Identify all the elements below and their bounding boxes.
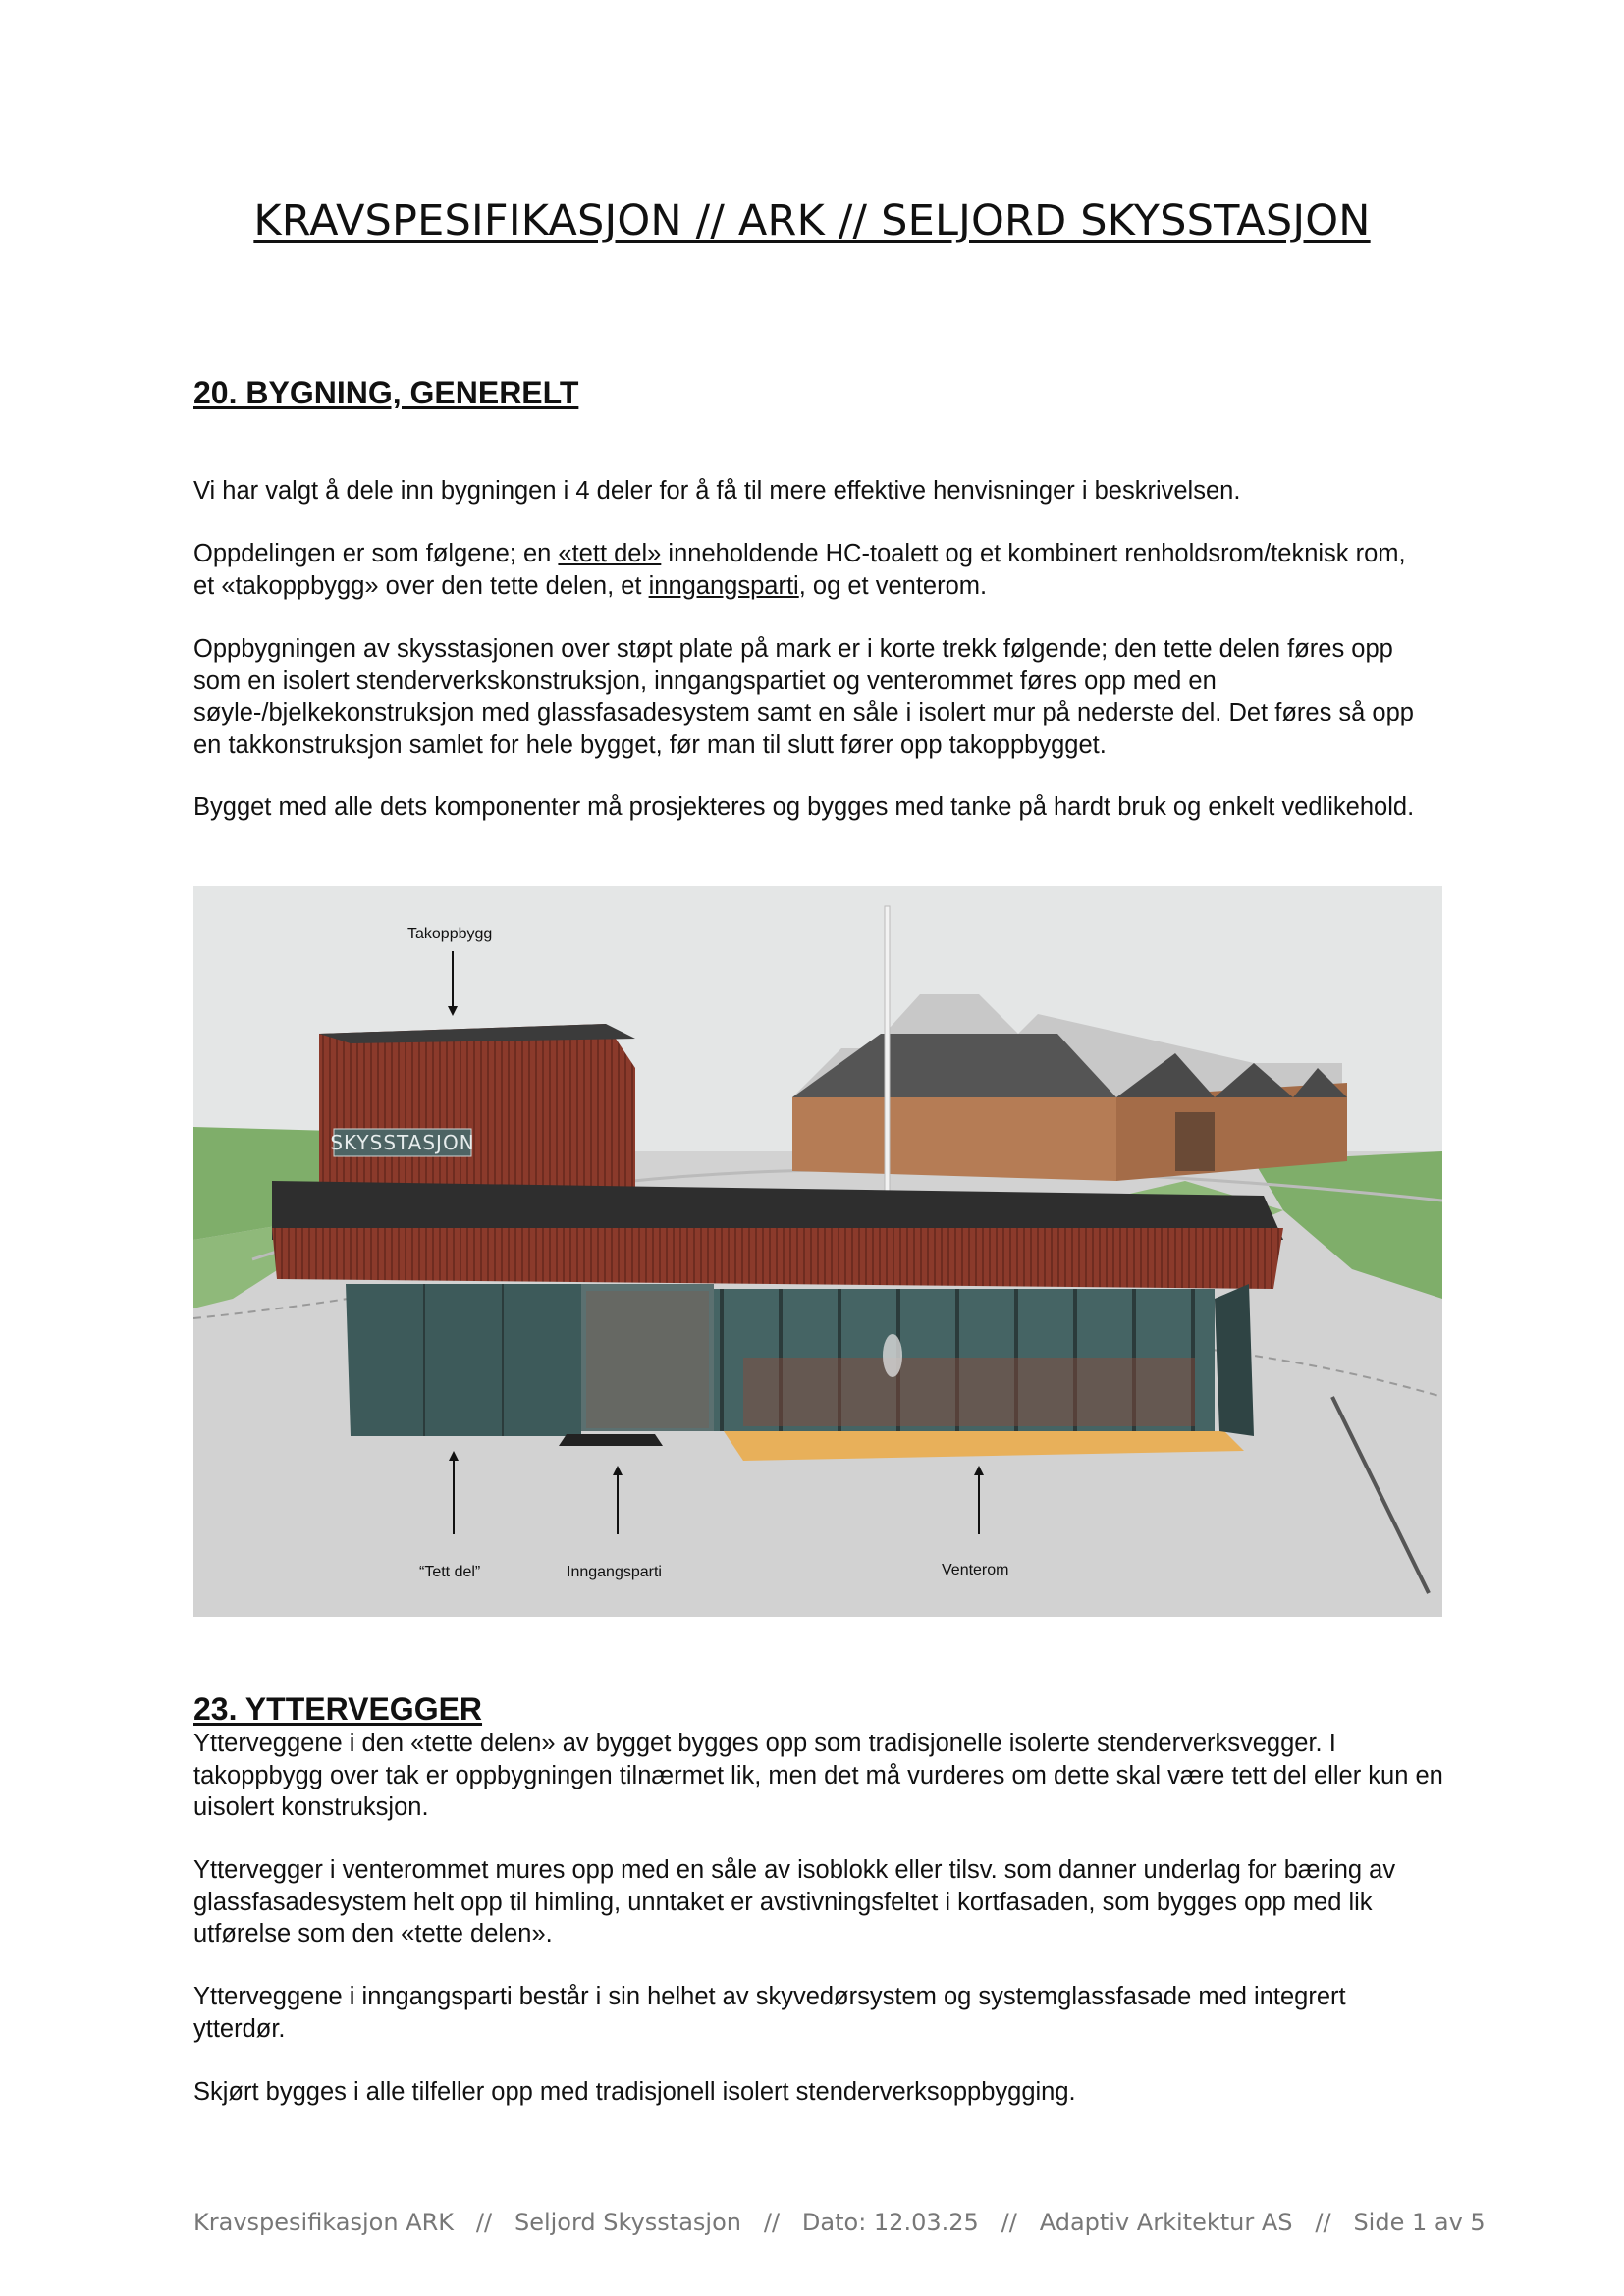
tett-del-label: “Tett del” <box>419 1564 481 1580</box>
building-rendering <box>193 886 1442 1617</box>
paragraph-maintenance: Bygget med alle dets komponenter må prosjekteres og bygges med tanke på hardt bruk og enkelt vedlikehold. <box>193 793 1415 821</box>
paragraph-text: , og et venterom. <box>798 571 988 600</box>
skysstasjon-sign: SKYSSTASJON <box>330 1131 475 1154</box>
takoppbygg-label: Takoppbygg <box>407 926 493 942</box>
paragraph-construction: Oppbygningen av skysstasjonen over støpt plate på mark er i korte trekk følgende; den tette delen føres opp som en isolert stenderverkskonstruksjon, inngangspartiet og venterommet føres opp med en søyle-/bjelkekonstruksjon med glassfasadesystem samt en såle i isolert mur på nederste del. Det føres så opp en takkonstruksjon samlet for hele bygget, før man til slutt fører opp takoppbygget. <box>193 635 1414 759</box>
paragraph-venterom-walls: Yttervegger i venterommet mures opp med en såle av isoblokk eller tilsv. som danner underlag for bæring av glassfasadesystem helt opp til himling, unntaket er avstivningsfeltet i kortfasaden, som bygges opp med lik utførelse som den «tette delen». <box>193 1856 1396 1948</box>
inngangsparti-label: Inngangsparti <box>567 1564 662 1580</box>
section-heading-23: 23. YTTERVEGGER <box>193 1691 483 1727</box>
paragraph-tett-del-walls: Ytterveggene i den «tette delen» av bygget bygges opp som tradisjonelle isolerte stenderverksvegger. I takoppbygg over tak er oppbygningen tilnærmet lik, men det må vurderes om dette skal være tett del eller kun en uisolert konstruksjon. <box>193 1730 1443 1821</box>
paragraph-intro: Vi har valgt å dele inn bygningen i 4 deler for å få til mere effektive henvisninger i beskrivelsen. <box>193 477 1241 505</box>
paragraph-division <box>193 538 1431 602</box>
paragraph-text: Oppdelingen er som følgene; en <box>193 540 559 567</box>
paragraph-inngangsparti-walls: Ytterveggene i inngangsparti består i sin helhet av skyvedørsystem og systemglassfasade med integrert ytterdør. <box>193 1983 1346 2043</box>
venterom-label: Venterom <box>942 1562 1009 1578</box>
paragraph-text: inneholdende HC-toalett og et kombinert renholdsrom/teknisk rom, et «takoppbygg» over den tette delen, et <box>193 540 1406 600</box>
document-title: KRAVSPESIFIKASJON // ARK // SELJORD SKYSSTASJON <box>253 196 1371 245</box>
inngangsparti-link[interactable]: inngangsparti <box>648 571 799 600</box>
page-footer: Kravspesifikasjon ARK // Seljord Skysstasjon // Dato: 12.03.25 // Adaptiv Arkitektur AS // Side 1 av 5 <box>193 2209 1486 2236</box>
paragraph-skjort: Skjørt bygges i alle tilfeller opp med tradisjonell isolert stenderverksoppbygging. <box>193 2078 1076 2106</box>
tett-del-link[interactable]: «tett del» <box>558 540 662 567</box>
section-heading-20: 20. BYGNING, GENERELT <box>193 375 579 410</box>
